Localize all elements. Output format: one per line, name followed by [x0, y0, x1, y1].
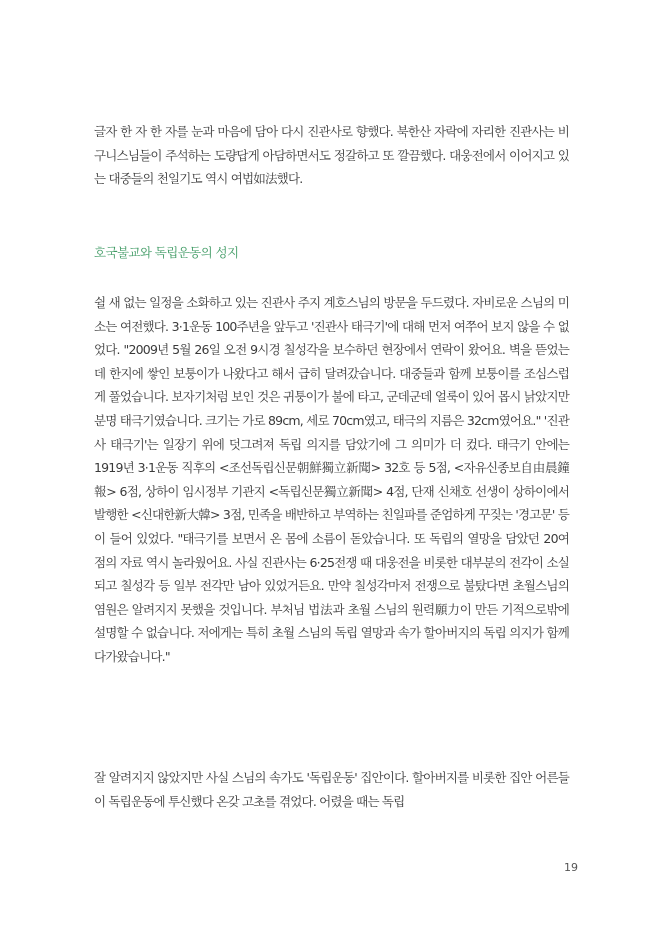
page-number: 19 — [564, 861, 578, 874]
section-heading: 호국불교와 독립운동의 성지 — [94, 245, 239, 260]
body-paragraph-intro: 글자 한 자 한 자를 눈과 마음에 담아 다시 진관사로 향했다. 북한산 자락에 자리한 진관사는 비구니스님들이 주석하는 도량답게 아담하면서도 정갈하고 또 깔끔했다. 대웅전에서 이어지고 있는 대중들의 천일기도 역시 여법如法했다. — [94, 124, 569, 187]
body-paragraph-interview: 쉴 새 없는 일정을 소화하고 있는 진관사 주지 계호스님의 방문을 두드렸다. 자비로운 스님의 미소는 여전했다. 3·1운동 100주년을 앞두고 '진관사 태극기'에 대해 먼저 여쭈어 보지 않을 수 없었다. "2009년 5월 26일 오전 9시경 칠성각을 보수하던 현장에서 연락이 왔어요. 벽을 뜯었는데 한지에 쌓인 보퉁이가 나왔다고 해서 급히 달려갔습니다. 대중들과 함께 보퉁이를 조심스럽게 풀었습니다. 보자기처럼 보인 것은 귀퉁이가 불에 타고, 군데군데 얼룩이 있어 몹시 낡았지만 분명 태극기였습니다. 크기는 가로 89cm, 세로 70cm였고, 태극의 지름은 32cm였어요." '진관사 태극기'는 일장기 위에 덧그려져 독립 의지를 담았기에 그 의미가 더 컸다. 태극기 안에는 1919년 3·1운동 직후의 <조선독립신문朝鮮獨立新聞> 32호 등 5점, <자유신종보自由晨鐘報> 6점, 상하이 임시정부 기관지 <독립신문獨立新聞> 4점, 단재 신채호 선생이 상하이에서 발행한 <신대한新大韓> 3점, 민족을 배반하고 부역하는 친일파를 준엄하게 꾸짖는 '경고문' 등이 들어 있었다. "태극기를 보면서 온 몸에 소름이 돋았습니다. 또 독립의 열망을 담았던 20여 점의 자료 역시 놀라웠어요. 사실 진관사는 6·25전쟁 때 대웅전을 비롯한 대부분의 전각이 소실되고 칠성각 등 일부 전각만 남아 있었거든요. 만약 칠성각마저 전쟁으로 불탔다면 초월스님의 염원은 알려지지 못했을 것입니다. 부처님 법法과 초월 스님의 원력願力이 만든 기적으로밖에 설명할 수 없습니다. 저에게는 특히 초월 스님의 독립 열망과 속가 할아버지의 독립 의지가 함께 다가왔습니다." — [94, 295, 569, 664]
body-paragraph-family: 잘 알려지지 않았지만 사실 스님의 속가도 '독립운동' 집안이다. 할아버지를 비롯한 집안 어른들이 독립운동에 투신했다 온갖 고초를 겪었다. 어렸을 때는 독립 — [94, 770, 569, 809]
